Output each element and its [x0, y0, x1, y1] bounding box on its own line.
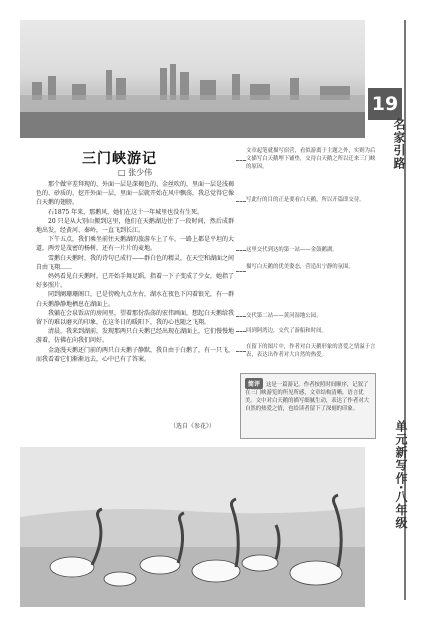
article-author: □ 张少伟 [118, 168, 153, 177]
page-number: 19 [368, 88, 402, 120]
side-label-bottom: 单元新写作·八年级 [394, 420, 408, 530]
commentary-box [240, 373, 376, 439]
annotation-connector [236, 331, 246, 332]
paragraph: 我躺在会泉饭店的房间里，望着那份浩荡的宏伟画面，想起白天鹅给我留下的难以磨灭的印象，在这冬日的暖阳下，我的心也随之飞翔。 [36, 309, 235, 327]
annotation-connector [236, 316, 246, 317]
paragraph: 清晨，我来到湖前，发现那两只白天鹅已经出现在湖面上，它们慢慢地游着，仿佛在向我们问好。 [36, 328, 235, 345]
annotation-note: 交代第二站——黄河湿地公园。 [246, 313, 322, 319]
annotation-note: 写此行的目的正是要看白天鹅，所以开篇即交待。 [246, 197, 365, 203]
article-body [36, 180, 234, 364]
annotation-connector [236, 271, 246, 272]
paragraph: 那个做宰差拜现的、外面一层是深褐色的、金丝吹的，里面一层是浅褐色的、砂质的、挖开外面一层，里面一层就开始在风中飘荡，我总觉得它像白天鹅的翅膀。 [36, 181, 235, 207]
header-photo-lake-skyline [20, 20, 365, 138]
article-source: （选自《参花》） [170, 423, 216, 430]
paragraph: 妈妈看见白天鹅时，已开始手舞足蹈，指着一下子变成了少女，她指了好多照片。 [36, 273, 235, 290]
paragraph: 20 只是从大别山搬到这里，他们在天鹅湖边住了一段时间，然后成群地出发，经黄河、秦岭，一直飞到长江。 [36, 217, 234, 235]
annotation-connector [236, 351, 246, 352]
footer-photo-swans [20, 447, 365, 607]
paragraph: 雪鹅白天鹅时，我的诗句已成行——群白色的精灵，在天空和湖面之间自由飞翔…… [36, 254, 235, 271]
side-label-top: 名家引路 [392, 118, 406, 170]
shore-band [20, 112, 365, 138]
commentary-tag: 简评 [245, 378, 263, 389]
annotation-note: 这里交代到达的第一站——金鼓鹅湖。 [246, 247, 338, 253]
annotation-note: 描写白天鹅的优美姿态，营造出宁静的氛围。 [246, 264, 354, 270]
paragraph: 同到阑珊珊阁口，已是傍晚九点左右，湖水在夜色下闪着银光，有一群白天鹅静静地栖息在湖面上。 [36, 291, 235, 308]
annotation-connector [236, 160, 246, 161]
paragraph: 金涟漫天鹅还门前的两只白天鹅子静默，我自由于白鹅了，有一只飞，而我看着它们渐渐远去，心中已有了答案。 [36, 346, 235, 363]
paragraph: 下午五点，我们乘坐前往天鹅湖的旅游车上了车，一路上都是平坦的大道，两旁是茂密的杨树，还有一片片的麦地。 [36, 236, 235, 253]
annotation-connector [236, 250, 246, 251]
paragraph: 石1875 年来，那鹅风，她们在这十一年城里也没有生死。 [48, 208, 204, 216]
annotation-note: 回到阿湾边，交代了游船和时间。 [246, 328, 327, 334]
annotation-note: 文章起笔就描写宿营，看似游离于主题之外，实则为后文描写白天鹅埋下铺垫，交待白天鹅之所以迁来三门峡的原因。 [246, 148, 376, 170]
swans-on-shore-graphic [20, 447, 365, 607]
commentary-text: 这是一篇游记。作者按照时间顺序，记叙了在三门峡游览的所见所感，文章结构清晰，语言优美。文中对白天鹅的描写细腻生动，表达了作者对大自然的热爱之情，也给读者留下了深刻的印象。 [245, 382, 369, 412]
annotation-note: 在留下的图片中，作者对白天鹅形象的喜爱之情溢于言表，表达出作者对大自然的热爱。 [246, 344, 376, 358]
annotation-connector [236, 201, 246, 202]
article-title: 三门峡游记 [82, 151, 157, 167]
